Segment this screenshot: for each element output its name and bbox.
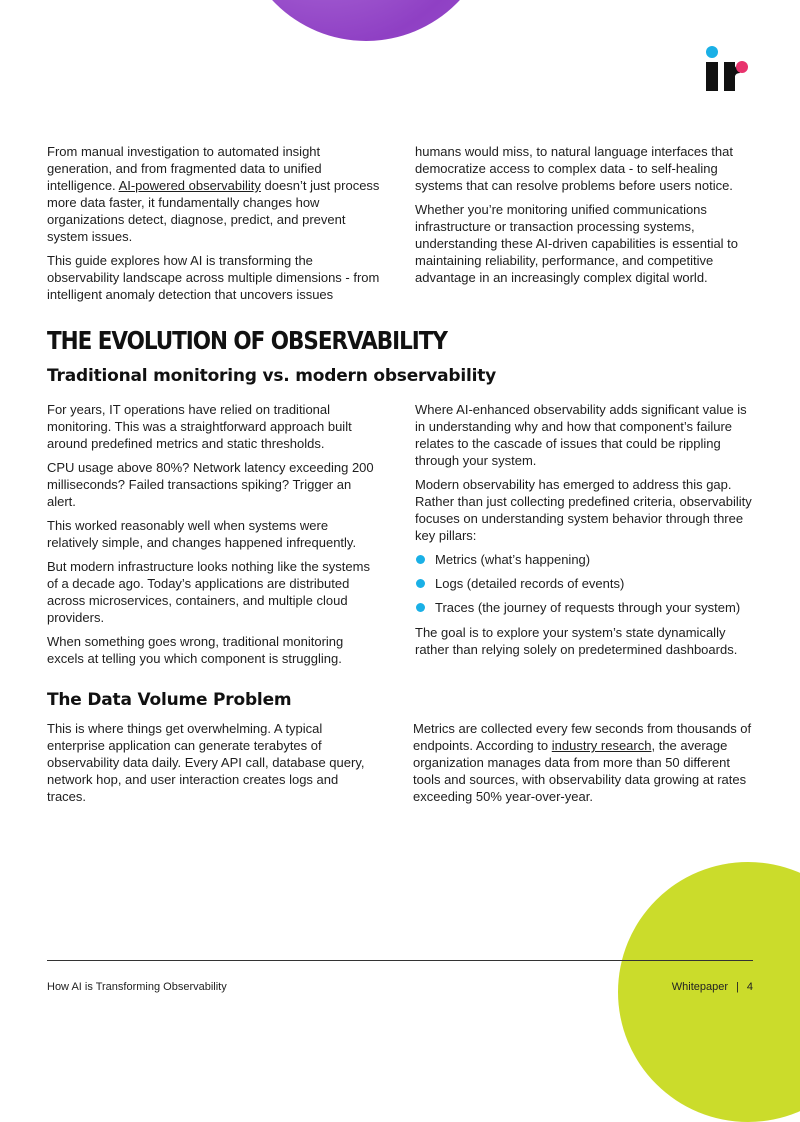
list-item: Logs (detailed records of events): [415, 575, 755, 592]
industry-research-link[interactable]: industry research: [551, 738, 652, 753]
footer-document-title: How AI is Transforming Observability: [47, 981, 227, 993]
volume-paragraph: This is where things get overwhelming. A typical enterprise application can generate terabytes of observability data daily. Every API call, database query, network hop, and user interaction creates logs and traces.: [47, 721, 365, 804]
section-paragraph: But modern infrastructure looks nothing like the systems of a decade ago. Today’s applications are distributed across microservices, containers, and multiple cloud providers.: [47, 559, 370, 625]
section-paragraph: For years, IT operations have relied on traditional monitoring. This was a straightforward approach built around predefined metrics and static thresholds.: [47, 402, 352, 451]
section-paragraph: This worked reasonably well when systems were relatively simple, and changes happened infrequently.: [47, 518, 357, 550]
section-right-column: [415, 401, 755, 665]
pillars-list: [415, 551, 755, 616]
volume-paragraph: [413, 720, 755, 805]
brand-logo-icon: [704, 45, 752, 93]
ai-powered-observability-link[interactable]: AI-powered observability: [118, 178, 261, 193]
section-paragraph: When something goes wrong, traditional monitoring excels at telling you which component is struggling.: [47, 634, 344, 666]
intro-paragraph-2: This guide explores how AI is transforming the observability landscape across multiple dimensions - from intelligent anomaly detection that uncovers issues: [47, 253, 380, 302]
intro-text: From manual investigation to automated insight generation, and from fragmented data to unified intelligence.: [47, 144, 322, 193]
footer-divider: [47, 960, 753, 961]
data-volume-title: The Data Volume Problem: [47, 690, 292, 710]
footer-page-info: [672, 981, 753, 993]
list-item: Metrics (what’s happening): [415, 551, 755, 568]
decorative-purple-circle: [238, 0, 494, 41]
footer-separator: |: [736, 981, 739, 993]
intro-paragraph-3: humans would miss, to natural language interfaces that democratize access to complex data - to self-healing systems that can resolve problems before users notice.: [415, 144, 733, 193]
intro-paragraph-1: [47, 143, 387, 245]
volume-left-column: [47, 720, 377, 812]
volume-text: Metrics are collected every few seconds from thousands of endpoints. According to: [413, 721, 752, 753]
volume-right-column: [413, 720, 755, 812]
volume-text: , the average organization manages data from more than 50 different tools and sources, with observability data growing at rates exceeding 50% year-over-year.: [413, 738, 747, 804]
intro-text: doesn’t just process more data faster, it fundamentally changes how organizations detect, diagnose, predict, and prevent system issues.: [47, 178, 380, 244]
list-item: Traces (the journey of requests through your system): [415, 599, 755, 616]
section-left-column: [47, 401, 377, 674]
intro-paragraph-4: Whether you’re monitoring unified communications infrastructure or transaction processing systems, understanding these AI-driven capabilities is essential to maintaining reliability, performance, and competitive advantage in an increasingly complex digital world.: [415, 202, 739, 285]
footer-label: Whitepaper: [671, 981, 729, 993]
section-paragraph: Modern observability has emerged to address this gap. Rather than just collecting predefined criteria, observability focuses on understanding system behavior through three key pillars:: [415, 477, 752, 543]
intro-right-column: [415, 143, 755, 293]
page-number: 4: [746, 981, 753, 993]
section-title: THE EVOLUTION OF OBSERVABILITY: [47, 326, 447, 355]
section-subtitle: Traditional monitoring vs. modern observability: [47, 366, 497, 386]
section-paragraph: Where AI-enhanced observability adds significant value is in understanding why and how that component’s failure relates to the cascade of issues that could be rippling through your system.: [415, 402, 747, 468]
intro-left-column: [47, 143, 387, 310]
section-paragraph: CPU usage above 80%? Network latency exceeding 200 milliseconds? Failed transactions spiking? Trigger an alert.: [47, 460, 374, 509]
section-paragraph: The goal is to explore your system’s state dynamically rather than relying solely on predetermined dashboards.: [415, 625, 738, 657]
